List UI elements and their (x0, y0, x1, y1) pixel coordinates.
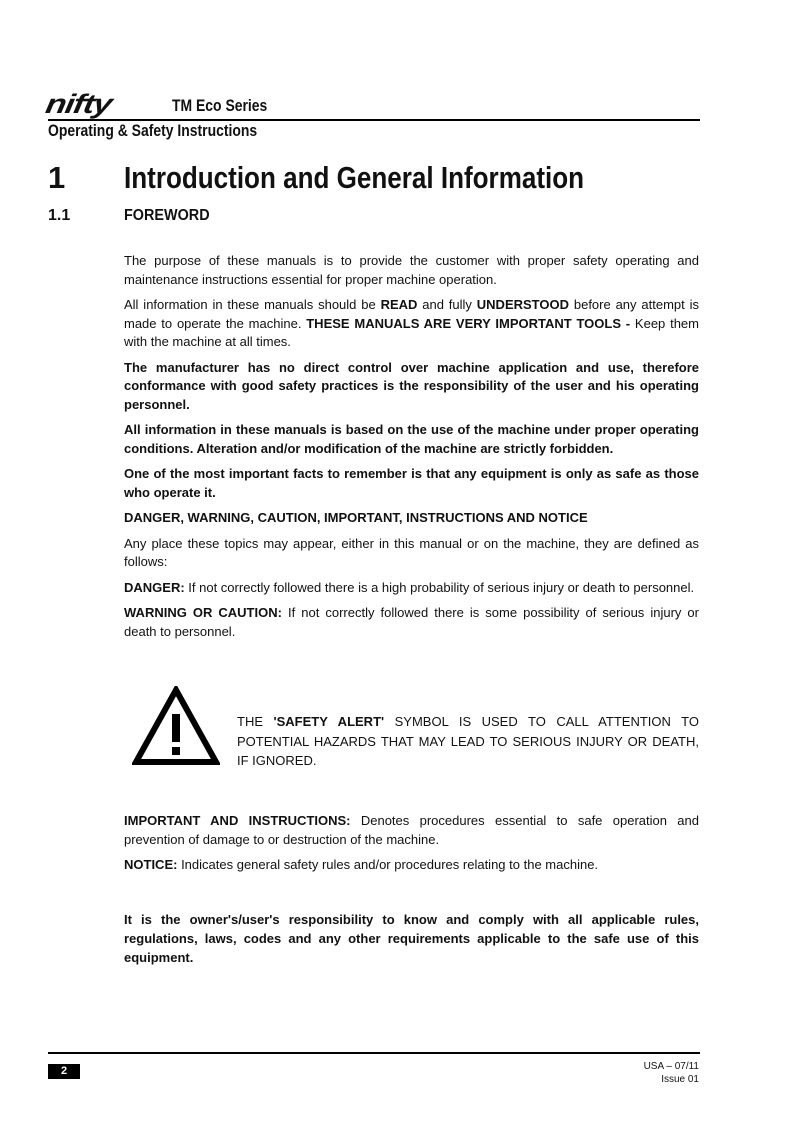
definition-important (124, 812, 699, 849)
paragraph-safe-operators: One of the most important facts to remember is that any equipment is only as safe as those who operate it. (124, 466, 699, 500)
chapter-title (124, 160, 672, 196)
section-title-text: FOREWORD (124, 207, 210, 224)
paragraph-topics-heading: DANGER, WARNING, CAUTION, IMPORTANT, INSTRUCTIONS AND NOTICE (124, 510, 588, 525)
important-text: Denotes procedures essential to safe operation and prevention of damage to or destruction of the machine. (124, 813, 699, 847)
alert-text-run: SYMBOL IS USED TO CALL ATTENTION TO POTENTIAL HAZARDS THAT MAY LEAD TO SERIOUS INJURY OR DEATH, IF IGNORED. (237, 714, 699, 768)
chapter-title-text: Introduction and General Information (124, 160, 585, 195)
danger-text: If not correctly followed there is a high probability of serious injury or death to personnel. (184, 579, 695, 595)
definitions-body (124, 812, 699, 882)
document-subtitle (48, 121, 303, 141)
important-label: IMPORTANT AND INSTRUCTIONS: (124, 813, 351, 828)
text-run: and fully (417, 297, 477, 312)
paragraph-read-understand (124, 296, 699, 352)
definition-warning (124, 604, 699, 641)
series-name-text: TM Eco Series (172, 96, 268, 115)
document-subtitle-text: Operating & Safety Instructions (48, 121, 258, 140)
footer-region-date: USA – 07/11 (643, 1061, 699, 1072)
alert-text-run: THE (237, 714, 274, 729)
paragraph-purpose: The purpose of these manuals is to provide the customer with proper safety operating and maintenance instructions essential for proper machine operation. (124, 253, 699, 287)
brand-logo (43, 89, 114, 119)
alert-label: 'SAFETY ALERT' (273, 714, 385, 729)
chapter-number: 1 (48, 160, 66, 195)
safety-alert-text (237, 712, 699, 771)
notice-label: NOTICE: (124, 857, 178, 872)
text-run-bold: UNDERSTOOD (476, 297, 569, 312)
warning-label: WARNING OR CAUTION: (124, 605, 282, 620)
owner-responsibility-statement: It is the owner's/user's responsibility to know and comply with all applicable rules, regulations, laws, codes and any other requirements applicable to the safe use of this equipment. (124, 912, 699, 965)
series-name (172, 96, 288, 116)
definition-notice (124, 856, 699, 875)
warning-text: If not correctly followed there is some possibility of serious injury or death to personnel. (124, 605, 699, 639)
page-number: 2 (48, 1064, 80, 1079)
danger-label: DANGER: (124, 579, 185, 595)
notice-text: Indicates general safety rules and/or procedures relating to the machine. (177, 857, 599, 872)
text-run: All information in these manuals should be (124, 297, 381, 312)
section-number: 1.1 (48, 207, 71, 224)
foreword-body (124, 252, 699, 648)
brand-logo-text: nifty (43, 89, 114, 119)
section-title (124, 206, 219, 226)
definition-danger (124, 579, 699, 598)
safety-alert-icon (132, 686, 220, 766)
footer-rule (48, 1052, 700, 1054)
text-run-bold: READ (380, 297, 418, 312)
text-run: before any attempt is made to operate the machine. (124, 297, 699, 331)
paragraph-proper-conditions: All information in these manuals is based on the use of the machine under proper operating conditions. Alteration and/or modification of the machine are strictly forbidden. (124, 422, 699, 456)
text-run-bold: THESE MANUALS ARE VERY IMPORTANT TOOLS - (306, 315, 631, 331)
text-run: Keep them with the machine at all times. (124, 315, 699, 349)
paragraph-topics-intro: Any place these topics may appear, either in this manual or on the machine, they are defined as follows: (124, 535, 699, 569)
footer-issue: Issue 01 (661, 1074, 699, 1085)
footer-info (644, 1060, 699, 1086)
paragraph-manufacturer: The manufacturer has no direct control over machine application and use, therefore conformance with good safety practices is the responsibility of the user and his operating personnel. (124, 359, 699, 412)
